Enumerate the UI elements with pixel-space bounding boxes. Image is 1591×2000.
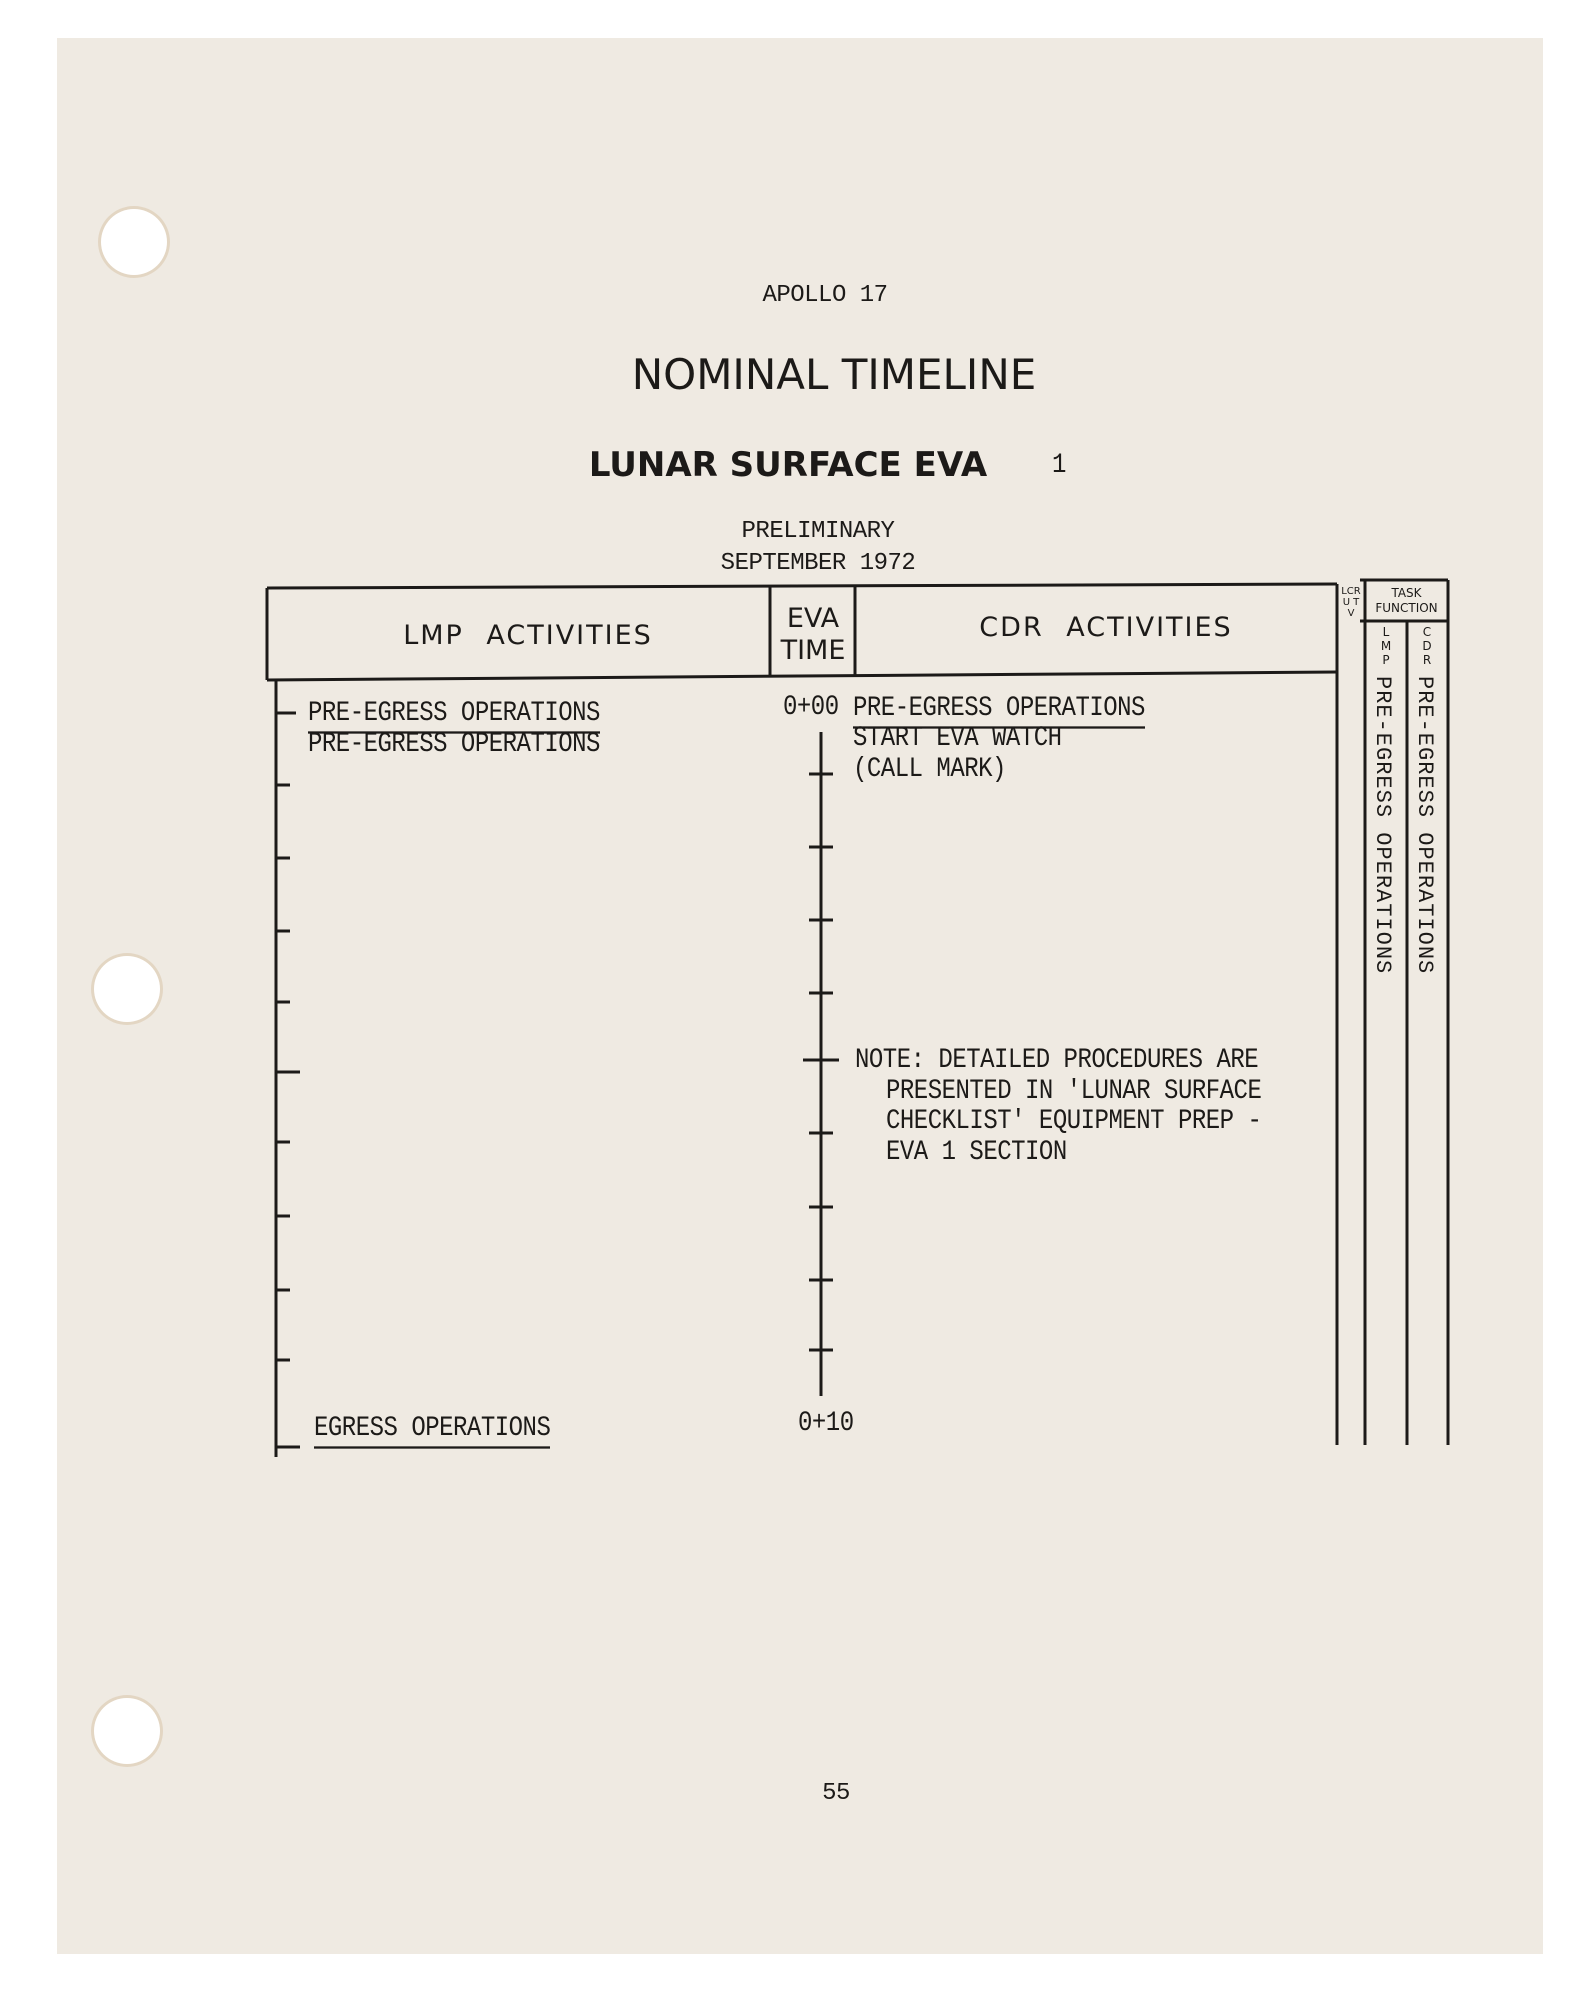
note-line: EVA 1 SECTION [886,1137,1067,1169]
task-lmp-header: LMP [1380,625,1392,667]
page-title: NOMINAL TIMELINE [631,350,1037,399]
cdr-activity: (CALL MARK) [853,754,1006,786]
note-line: CHECKLIST' EQUIPMENT PREP - [886,1106,1262,1138]
task-lmp-text: PRE-EGRESS OPERATIONS [1370,676,1395,975]
date-label: SEPTEMBER 1972 [720,550,916,577]
cdr-activities-header: CDR ACTIVITIES [979,612,1233,643]
lmp-activity: PRE-EGRESS OPERATIONS [308,729,600,761]
table-top-border [267,584,1337,588]
lcru-tv-header: LCRU TV [1341,586,1361,619]
eva-number: 1 [1052,450,1066,482]
cdr-activity: PRE-EGRESS OPERATIONS [853,693,1145,729]
note-line: PRESENTED IN 'LUNAR SURFACE [886,1076,1262,1108]
eva-time-header-2: TIME [780,635,846,666]
page-number: 55 [822,1780,850,1807]
lmp-activities-header: LMP ACTIVITIES [403,620,653,651]
task-cdr-header: CDR [1422,625,1432,667]
cdr-activity: START EVA WATCH [853,723,1062,755]
task-function-header: TASK FUNCTION [1375,586,1438,615]
eva-time-end: 0+10 [798,1408,854,1440]
header-bottom-border [267,672,1337,680]
note-line: NOTE: DETAILED PROCEDURES ARE [855,1045,1259,1077]
eva-time-start: 0+00 [783,692,839,724]
lmp-activity: PRE-EGRESS OPERATIONS [308,698,600,734]
status-label: PRELIMINARY [741,518,895,545]
eva-time-header-1: EVA [786,603,840,634]
lmp-activity: EGRESS OPERATIONS [314,1413,550,1449]
lmp-ticks [276,713,300,1447]
task-cdr-text: PRE-EGRESS OPERATIONS [1412,676,1437,975]
page-subtitle: LUNAR SURFACE EVA [588,445,988,485]
program-label: APOLLO 17 [762,282,888,309]
